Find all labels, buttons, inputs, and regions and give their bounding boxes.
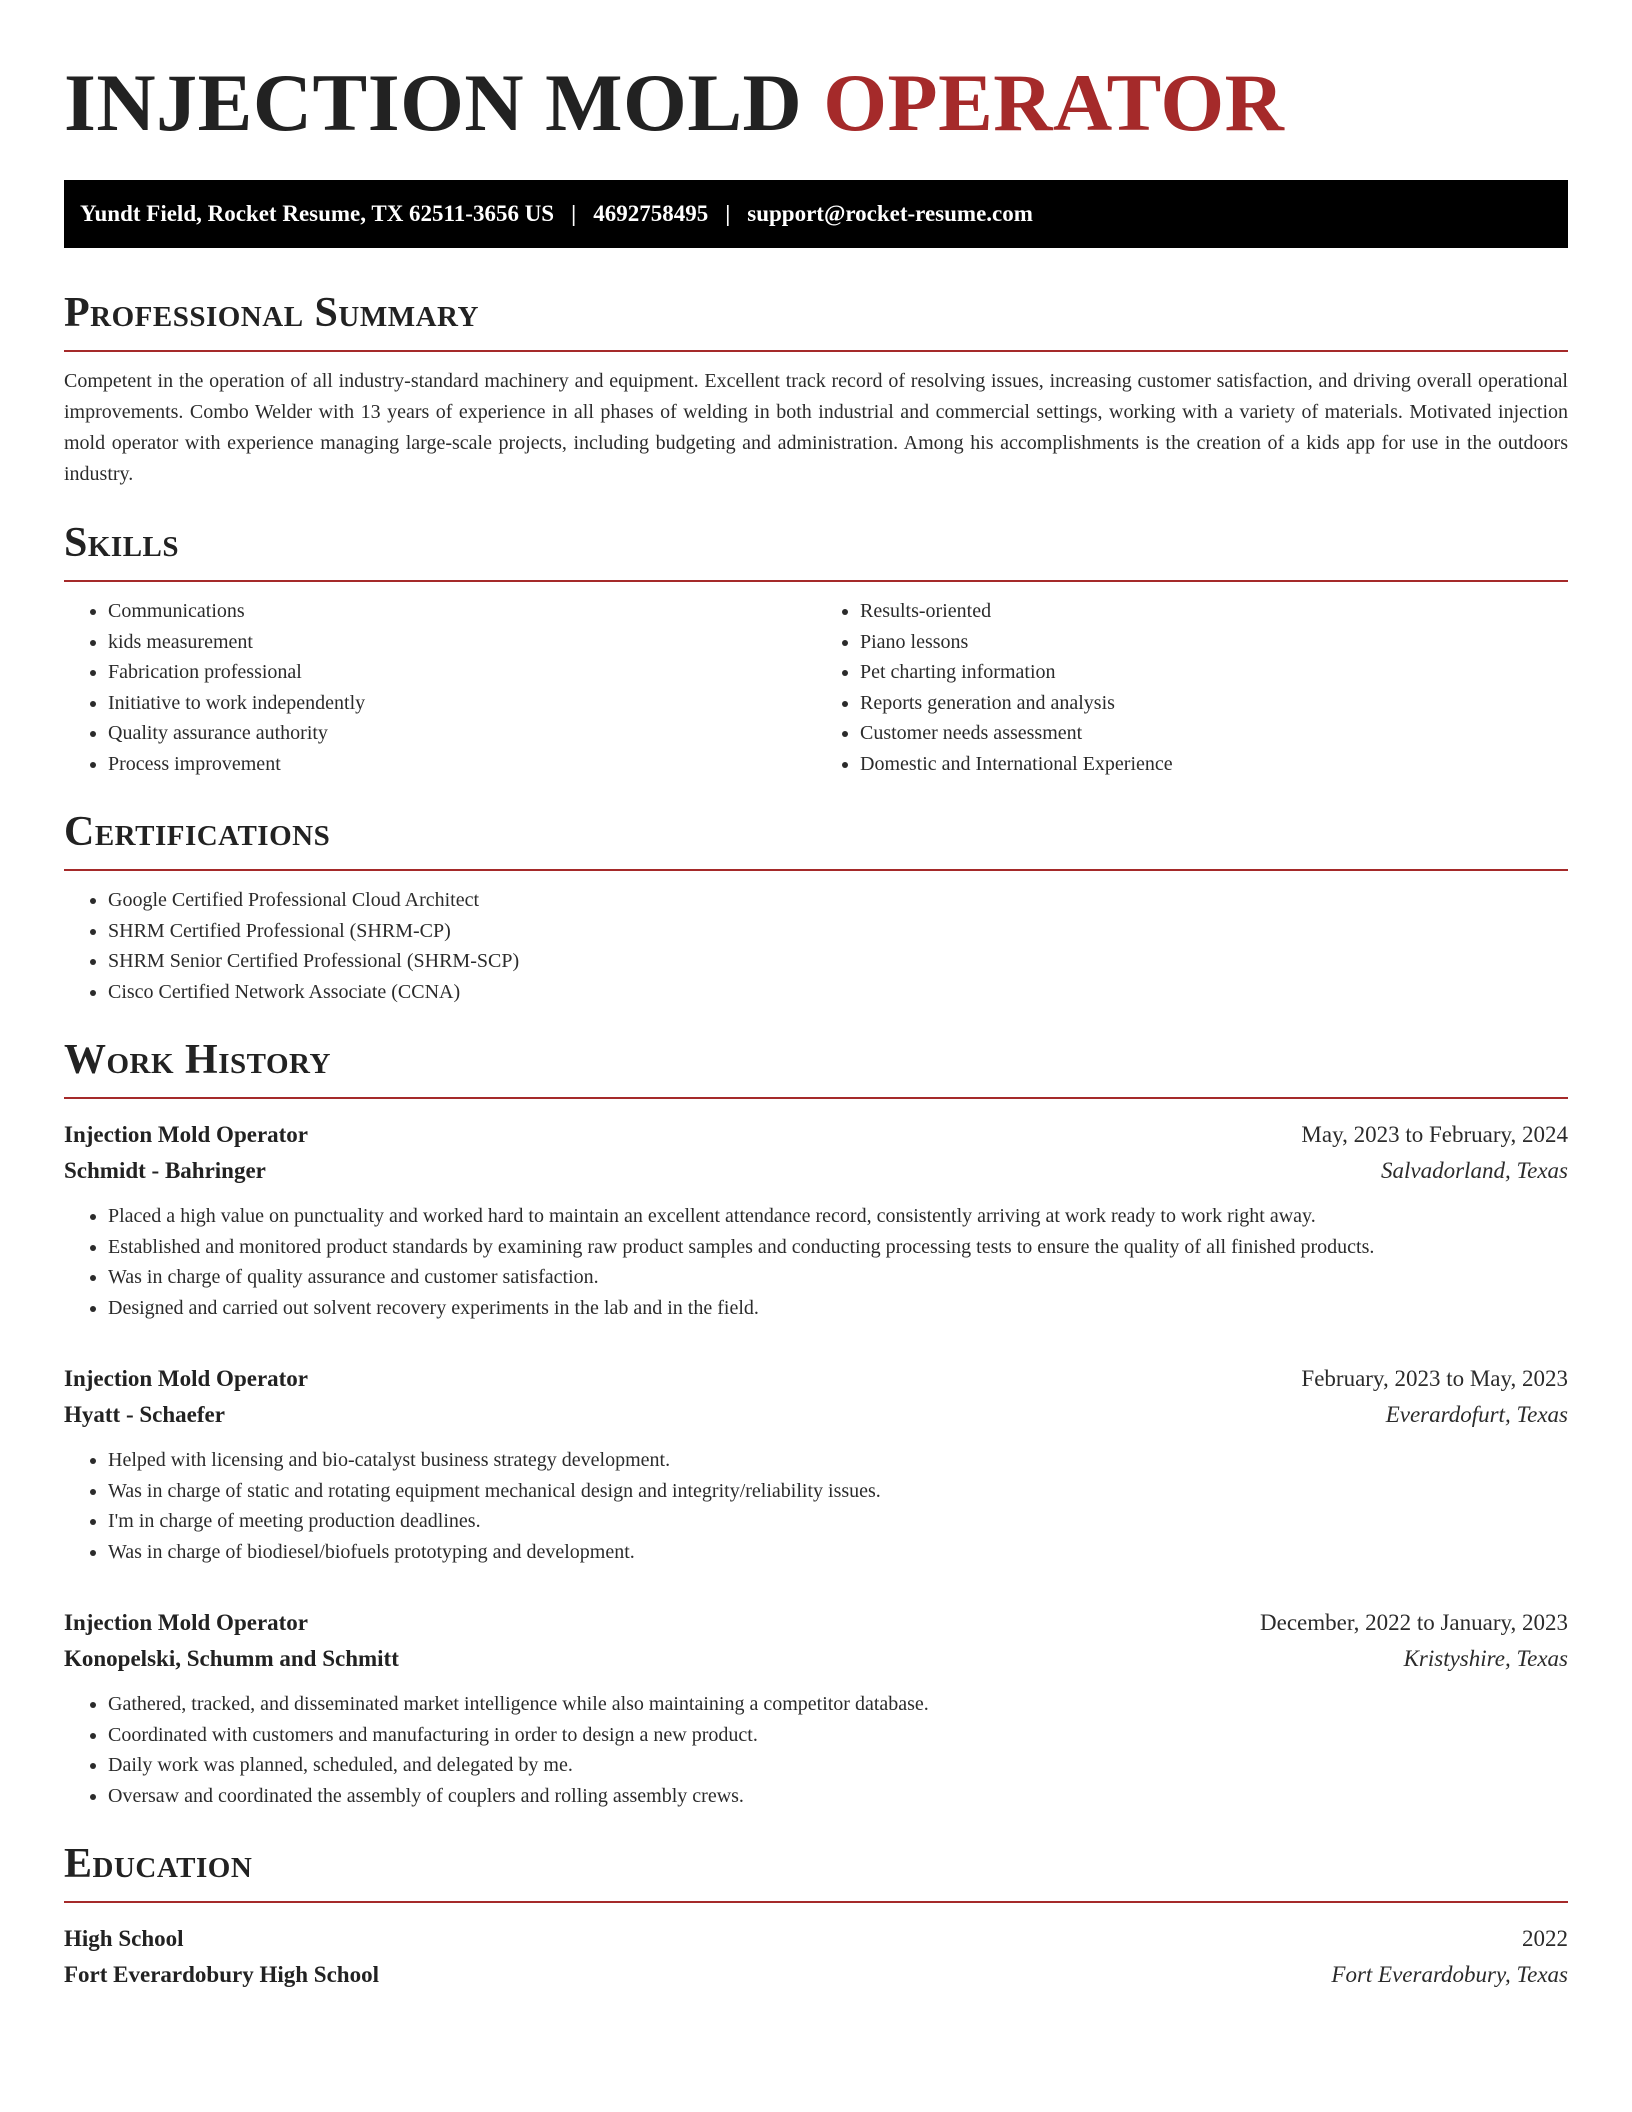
job-company-row: [64, 1153, 1568, 1189]
job-company: Konopelski, Schumm and Schmitt: [64, 1646, 399, 1671]
skills-list-right: [816, 596, 1568, 779]
skill-item: • Domestic and International Experience: [860, 749, 1568, 780]
work-history-section: [64, 1035, 1568, 1811]
skill-item: • Results-oriented: [860, 596, 1568, 627]
job-bullet: • I'm in charge of meeting production deadlines.: [108, 1506, 1568, 1537]
section-heading: Skills: [64, 520, 180, 566]
skills-list-left: [64, 596, 816, 779]
skill-item: • kids measurement: [108, 627, 816, 658]
skill-item: • Quality assurance authority: [108, 718, 816, 749]
contact-address: Yundt Field, Rocket Resume, TX 62511-3656 US: [80, 201, 555, 226]
section-divider: [64, 869, 1568, 871]
section-heading: Certifications: [64, 809, 331, 855]
education-section: [64, 1839, 1568, 1993]
education-header-row: [64, 1921, 1568, 1957]
section-heading: Education: [64, 1841, 253, 1887]
skill-item: • Communications: [108, 596, 816, 627]
job-location: Everardofurt, Texas: [1385, 1402, 1568, 1427]
summary-section: [64, 288, 1568, 490]
job-bullet: • Was in charge of biodiesel/biofuels prototyping and development.: [108, 1537, 1568, 1568]
section-divider: [64, 350, 1568, 352]
education-year: 2022: [1522, 1926, 1568, 1951]
education-entry: [64, 1921, 1568, 1993]
job-bullet: • Was in charge of static and rotating equipment mechanical design and integrity/reliability issues.: [108, 1476, 1568, 1507]
section-heading: Work History: [64, 1037, 331, 1083]
job-bullet: • Placed a high value on punctuality and worked hard to maintain an excellent attendance record, consistently arriving at work ready to work right away.: [108, 1201, 1568, 1232]
skill-item: • Process improvement: [108, 749, 816, 780]
job-location: Salvadorland, Texas: [1381, 1158, 1568, 1183]
contact-email: support@rocket-resume.com: [747, 201, 1033, 226]
job-location: Kristyshire, Texas: [1403, 1646, 1568, 1671]
job-entry: [64, 1117, 1568, 1323]
job-bullets: [64, 1445, 1568, 1567]
resume-title: [64, 56, 1568, 150]
job-bullet: • Established and monitored product standards by examining raw product samples and conducting processing tests to ensure the quality of all finished products.: [108, 1232, 1568, 1263]
job-bullet: • Gathered, tracked, and disseminated market intelligence while also maintaining a competitor database.: [108, 1689, 1568, 1720]
job-role: Injection Mold Operator: [64, 1610, 309, 1635]
job-bullet: • Helped with licensing and bio-catalyst business strategy development.: [108, 1445, 1568, 1476]
job-bullet: • Designed and carried out solvent recovery experiments in the lab and in the field.: [108, 1293, 1568, 1324]
job-role: Injection Mold Operator: [64, 1122, 309, 1147]
certification-item: • SHRM Certified Professional (SHRM-CP): [108, 916, 1568, 947]
certifications-list: [64, 885, 1568, 1007]
education-school: Fort Everardobury High School: [64, 1962, 379, 1987]
skill-item: • Initiative to work independently: [108, 688, 816, 719]
job-bullet: • Oversaw and coordinated the assembly of couplers and rolling assembly crews.: [108, 1781, 1568, 1812]
job-dates: February, 2023 to May, 2023: [1301, 1366, 1568, 1391]
skills-columns: [64, 582, 1568, 779]
job-role: Injection Mold Operator: [64, 1366, 309, 1391]
title-part-2: OPERATOR: [823, 57, 1285, 148]
contact-separator: |: [571, 201, 577, 226]
skill-item: • Pet charting information: [860, 657, 1568, 688]
job-company: Schmidt - Bahringer: [64, 1158, 266, 1183]
contact-phone: 4692758495: [593, 201, 709, 226]
section-divider: [64, 1097, 1568, 1099]
job-header-row: [64, 1361, 1568, 1397]
job-bullet: • Daily work was planned, scheduled, and delegated by me.: [108, 1750, 1568, 1781]
job-bullets: [64, 1689, 1568, 1811]
education-school-row: [64, 1957, 1568, 1993]
job-bullets: [64, 1201, 1568, 1323]
contact-bar: [64, 180, 1568, 248]
job-company: Hyatt - Schaefer: [64, 1402, 225, 1427]
job-dates: December, 2022 to January, 2023: [1260, 1610, 1568, 1635]
job-entry: [64, 1605, 1568, 1811]
job-header-row: [64, 1605, 1568, 1641]
skill-item: • Reports generation and analysis: [860, 688, 1568, 719]
skill-item: • Customer needs assessment: [860, 718, 1568, 749]
contact-separator: |: [725, 201, 731, 226]
education-degree: High School: [64, 1926, 184, 1951]
certifications-section: [64, 807, 1568, 1007]
title-part-1: INJECTION MOLD: [64, 57, 803, 148]
section-heading: Professional Summary: [64, 290, 479, 336]
job-header-row: [64, 1117, 1568, 1153]
job-bullet: • Coordinated with customers and manufacturing in order to design a new product.: [108, 1720, 1568, 1751]
summary-text: Competent in the operation of all industry-standard machinery and equipment. Excellent track record of resolving issues, increasing customer satisfaction, and driving overall operational improvements. Combo Welder with 13 years of experience in all phases of welding in both industrial and commercial settings, working with a variety of materials. Motivated injection mold operator with experience managing large-scale projects, including budgeting and administration. Among his accomplishments is the creation of a kids app for use in the outdoors industry.: [64, 370, 1568, 485]
job-company-row: [64, 1641, 1568, 1677]
section-divider: [64, 1901, 1568, 1903]
education-location: Fort Everardobury, Texas: [1331, 1962, 1568, 1987]
certification-item: • SHRM Senior Certified Professional (SHRM-SCP): [108, 946, 1568, 977]
job-dates: May, 2023 to February, 2024: [1301, 1122, 1568, 1147]
certification-item: • Cisco Certified Network Associate (CCNA): [108, 977, 1568, 1008]
job-bullet: • Was in charge of quality assurance and customer satisfaction.: [108, 1262, 1568, 1293]
skills-section: [64, 518, 1568, 779]
skill-item: • Fabrication professional: [108, 657, 816, 688]
skill-item: • Piano lessons: [860, 627, 1568, 658]
job-company-row: [64, 1397, 1568, 1433]
certification-item: • Google Certified Professional Cloud Architect: [108, 885, 1568, 916]
job-entry: [64, 1361, 1568, 1567]
